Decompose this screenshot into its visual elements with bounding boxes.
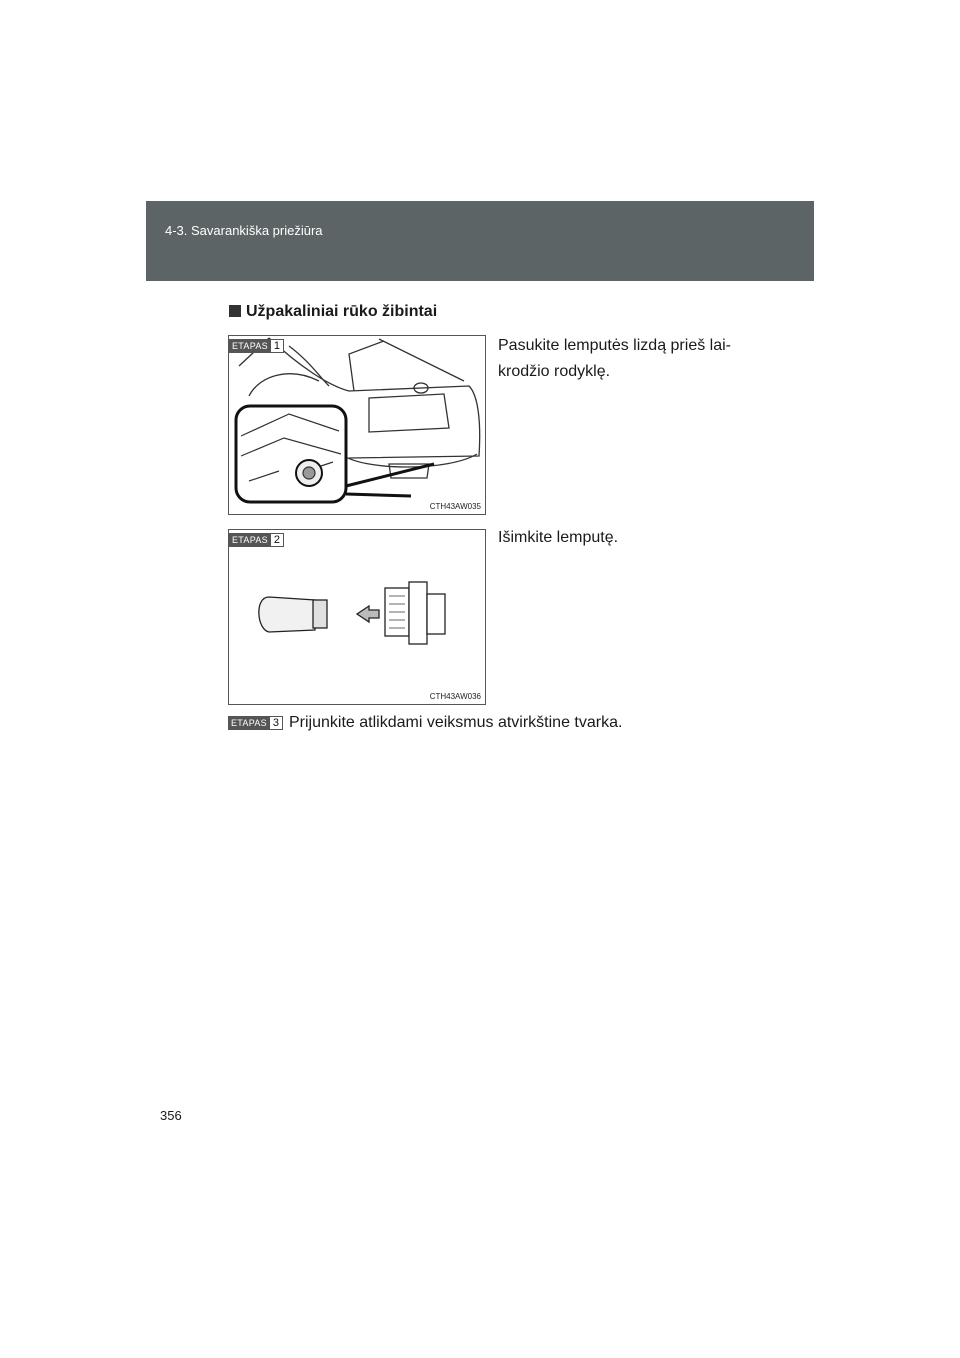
figure-2-code: CTH43AW036 [429,692,481,701]
step-3-text: Prijunkite atlikdami veiksmus atvirkštine tvarka. [288,714,623,731]
step-1-badge-label: ETAPAS [229,339,271,353]
figure-step-2 [228,529,486,705]
step-1-text: Pasukite lemputės lizdą prieš lai-krodžio rodyklę. [498,337,731,380]
step-2-badge-label: ETAPAS [229,533,271,547]
figure-step-1 [228,335,486,515]
step-3-badge-label: ETAPAS [228,716,270,730]
bulb-removal-illustration [229,530,485,704]
step-3-row [228,714,622,732]
step-2-badge-number: 2 [271,533,284,547]
square-bullet-icon [229,305,241,317]
step-1-badge [229,339,284,353]
step-3-badge [228,716,283,730]
step-2-badge [229,533,284,547]
section-heading-text: Užpakaliniai rūko žibintai [246,303,438,320]
header-band [146,201,814,281]
step-3-badge-number: 3 [270,716,283,730]
rear-car-illustration [229,336,485,514]
section-heading [229,303,437,321]
step-1-badge-number: 1 [271,339,284,353]
header-section-title: 4-3. Savarankiška priežiūra [165,223,323,238]
figure-1-code: CTH43AW035 [429,502,481,511]
page-number: 356 [160,1108,182,1123]
step-2-text: Išimkite lemputę. [498,529,619,546]
